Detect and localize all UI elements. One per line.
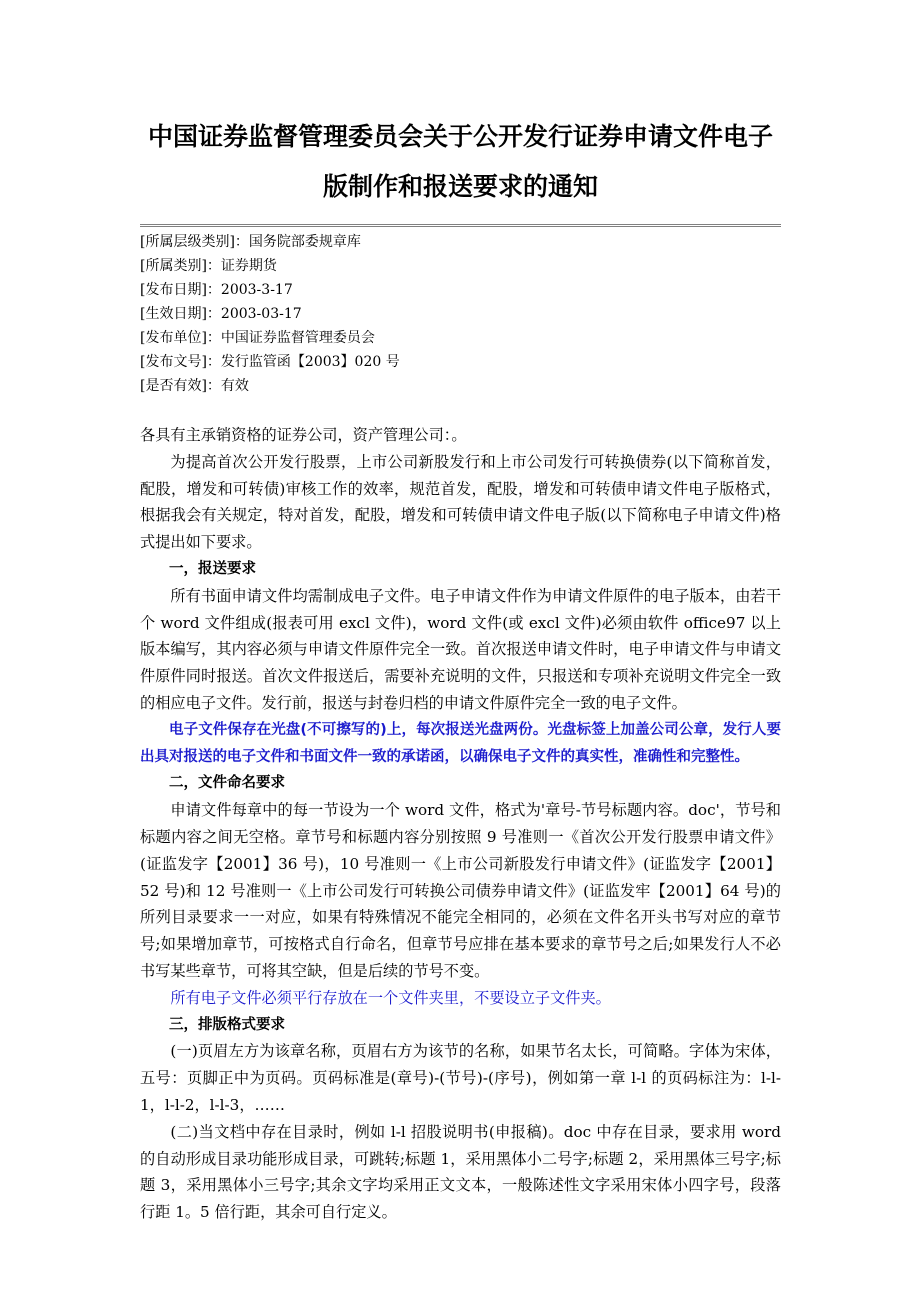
- title-line-1: 中国证券监督管理委员会关于公开发行证券申请文件电子: [147, 122, 773, 151]
- meta-validity: [是否有效]：有效: [140, 378, 249, 394]
- section-3-paragraph-2: (二)当文档中存在目录时，例如 l-l 招股说明书(申报稿)。doc 中存在目录，要求用 word 的自动形成目录功能形成目录，可跳转;标题 1，采用黑体小二号字;标题 2，采用黑体三号字;标题 3，采用黑体小三号字;其余文字均采用正文文本，一般陈述性文字采用宋体小四字号，段落行距 1。5 倍行距，其余可自行定义。: [140, 1122, 781, 1222]
- title-line-2: 版制作和报送要求的通知: [322, 172, 598, 201]
- meta-publish-date: [发布日期]：2003-3-17: [140, 282, 293, 298]
- intro-paragraph: 为提高首次公开发行股票，上市公司新股发行和上市公司发行可转换债券(以下简称首发，配股，增发和可转债)审核工作的效率，规范首发，配股，增发和可转债申请文件电子版格式，根据我会有关规定，特对首发，配股，增发和可转债申请文件电子版(以下简称电子申请文件)格式提出如下要求。: [140, 452, 781, 552]
- meta-issuer: [发布单位]：中国证券监督管理委员会: [140, 330, 375, 346]
- section-3-heading: 三，排版格式要求: [169, 1016, 285, 1033]
- section-2-heading: 二，文件命名要求: [169, 775, 285, 792]
- section-3-paragraph-1: (一)页眉左方为该章名称，页眉右方为该节的名称，如果节名太长，可简略。字体为宋体，五号：页脚正中为页码。页码标准是(章号)-(节号)-(序号)，例如第一章 l-l 的页码标注为：l-l-1，l-l-2，l-l-3，……: [140, 1042, 781, 1114]
- salutation: 各具有主承销资格的证券公司，资产管理公司：。: [140, 426, 467, 444]
- metadata-block: [140, 230, 781, 398]
- document-title: [140, 112, 781, 212]
- section-1-heading: 一，报送要求: [169, 560, 256, 577]
- section-1-paragraph-1: 所有书面申请文件均需制成电子文件。电子申请文件作为申请文件原件的电子版本，由若干个 word 文件组成(报表可用 excl 文件)，word 文件(或 excl 文件)必须由软件 office97 以上版本编写，其内容必须与申请文件原件完全一致。首次报送申请文件时，电子申请文件与申请文件原件同时报送。首次文件报送后，需要补充说明的文件，只报送和专项补充说明文件完全一致的相应电子文件。发行前，报送与封卷归档的申请文件原件完全一致的电子文件。: [140, 586, 781, 712]
- meta-effective-date: [生效日期]：2003-03-17: [140, 306, 302, 322]
- meta-level-category: [所属层级类别]：国务院部委规章库: [140, 234, 361, 250]
- section-2-emphasis-paragraph: 所有电子文件必须平行存放在一个文件夹里，不要设立子文件夹。: [170, 988, 611, 1007]
- document-body: [140, 422, 781, 1226]
- title-divider: [140, 224, 781, 227]
- section-1-emphasis-paragraph: 电子文件保存在光盘(不可擦写的)上，每次报送光盘两份。光盘标签上加盖公司公章，发行人要出具对报送的电子文件和书面文件一致的承诺函，以确保电子文件的真实性，准确性和完整性。: [140, 721, 781, 765]
- meta-category: [所属类别]：证券期货: [140, 258, 277, 274]
- section-2-paragraph-1: 申请文件每章中的每一节设为一个 word 文件，格式为'章号-节号标题内容。doc'，节号和标题内容之间无空格。章节号和标题内容分别按照 9 号准则一《首次公开发行股票申请文件》(证监发字【2001】36 号)，10 号准则一《上市公司新股发行申请文件》(证监发字【2001】52 号)和 12 号准则一《上市公司发行可转换公司债券申请文件》(证监发牢【2001】64 号)的所列目录要求一一对应，如果有特殊情况不能完全相同的，必须在文件名开头书写对应的章节号;如果增加章节，可按格式自行命名，但章节号应排在基本要求的章节号之后;如果发行人不必书写某些章节，可将其空缺，但是后续的节号不变。: [140, 801, 781, 980]
- meta-document-number: [发布文号]：发行监管函【2003】020 号: [140, 354, 400, 370]
